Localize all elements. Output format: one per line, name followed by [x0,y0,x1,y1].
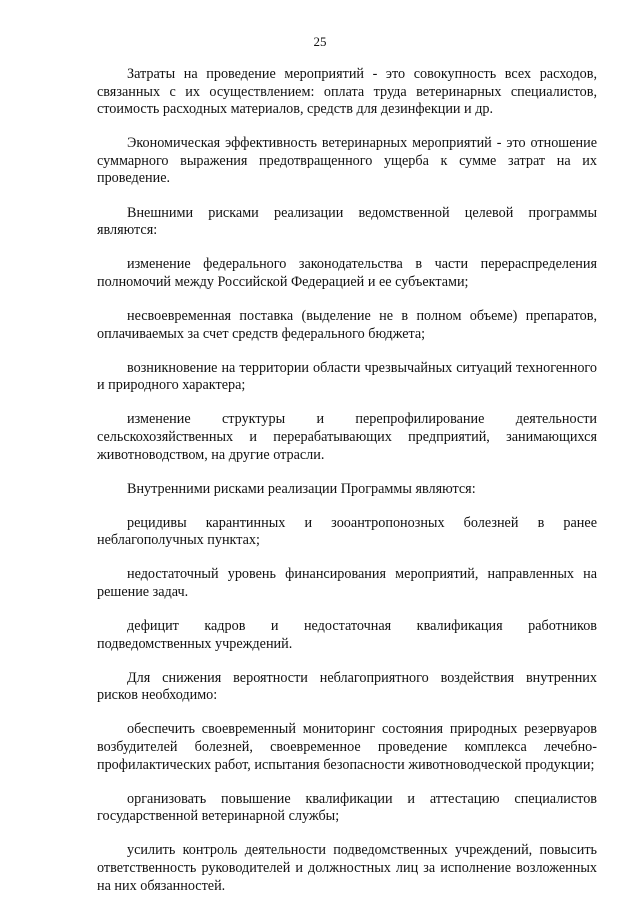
paragraph-internal-risks-heading: Внутренними рисками реализации Программы являются: [127,480,476,497]
paragraph-costs-definition: Затраты на проведение мероприятий - это совокупность всех расходов, связанных с их осуществлением: оплата труда ветеринарных специалистов, стоимость расходных материалов, средств для дезинфекции и др. [97,66,597,118]
paragraph-economic-efficiency: Экономическая эффективность ветеринарных мероприятий - это отношение суммарного выражения предотвращенного ущерба к сумме затрат на их проведение. [97,135,597,187]
list-item-mitigation: организовать повышение квалификации и аттестацию специалистов государственной ветеринарной службы; [97,790,597,825]
list-item-internal-risk: рецидивы карантинных и зооантропонозных болезней в ранее неблагополучных пунктах; [97,514,597,549]
list-item-mitigation: усилить контроль деятельности подведомственных учреждений, повысить ответственность руководителей и должностных лиц за исполнение возложенных на них обязанностей. [97,842,597,894]
list-item-internal-risk: недостаточный уровень финансирования мероприятий, направленных на решение задач. [97,566,597,600]
paragraph-mitigation-heading: Для снижения вероятности неблагоприятного воздействия внутренних рисков необходимо: [97,669,597,704]
paragraph-external-risks-heading: Внешними рисками реализации ведомственной целевой программы являются: [97,204,597,239]
body-text [97,66,597,912]
list-item-external-risk: возникновение на территории области чрезвычайных ситуаций техногенного и природного характера; [97,359,597,394]
page-number: 25 [313,34,327,49]
list-item-mitigation: обеспечить своевременный мониторинг состояния природных резервуаров возбудителей болезней, своевременное проведение комплекса лечебно-профилактических работ, испытания безопасности животноводческой продукции; [97,721,597,773]
list-item-external-risk: изменение федерального законодательства в части перераспределения полномочий между Российской Федерацией и ее субъектами; [97,256,597,290]
list-item-internal-risk: дефицит кадров и недостаточная квалификация работников подведомственных учреждений. [97,618,597,652]
list-item-external-risk: несвоевременная поставка (выделение не в полном объеме) препаратов, оплачиваемых за счет средств федерального бюджета; [97,307,597,342]
list-item-external-risk: изменение структуры и перепрофилирование деятельности сельскохозяйственных и перерабатывающих предприятий, занимающихся животноводством, на другие отрасли. [97,411,597,463]
